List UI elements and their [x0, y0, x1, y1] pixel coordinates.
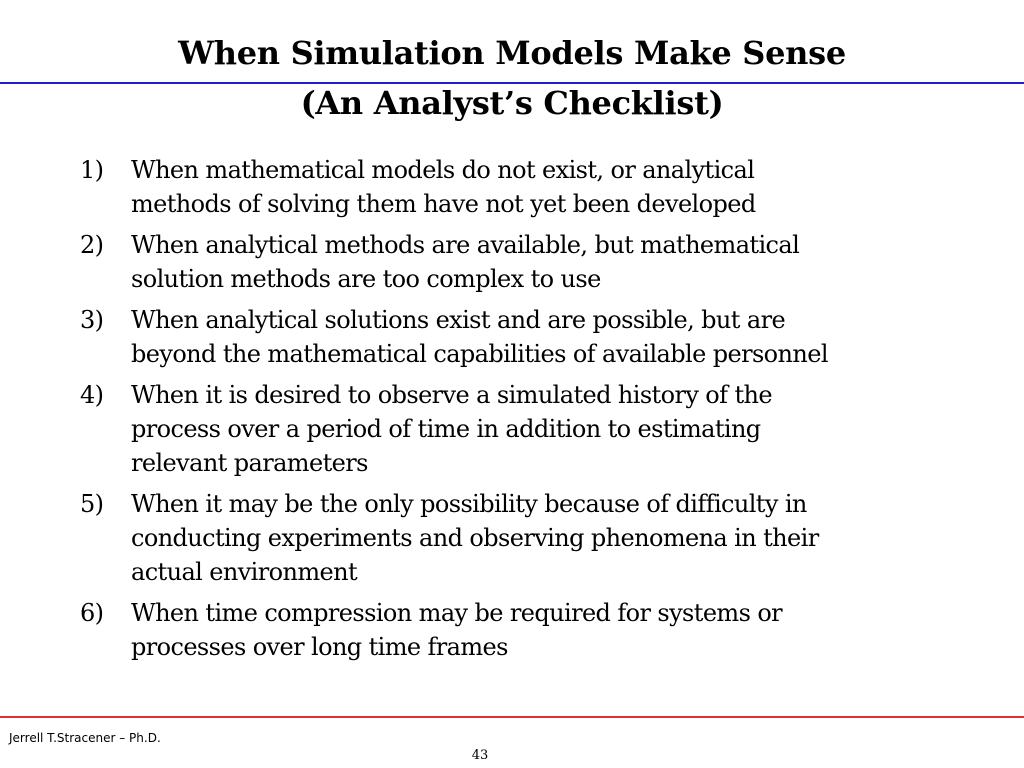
- footer-author: Jerrell T.Stracener – Ph.D.: [9, 731, 161, 745]
- item-text: process over a period of time in addition to estimating: [131, 415, 761, 443]
- item-number: 5): [80, 490, 104, 518]
- item-text: When mathematical models do not exist, or analytical: [131, 156, 755, 184]
- item-text: When analytical methods are available, but mathematical: [131, 231, 800, 259]
- item-text: beyond the mathematical capabilities of available personnel: [131, 340, 828, 368]
- slide-subtitle: (An Analyst’s Checklist): [300, 84, 724, 122]
- item-text: relevant parameters: [131, 449, 368, 477]
- item-text: When analytical solutions exist and are possible, but are: [131, 306, 786, 334]
- slide-title: When Simulation Models Make Sense: [178, 34, 846, 72]
- item-text: When time compression may be required for systems or: [131, 599, 783, 627]
- checklist-item: [80, 228, 960, 296]
- item-text: solution methods are too complex to use: [131, 265, 601, 293]
- checklist-item: [80, 303, 960, 371]
- item-text: methods of solving them have not yet been developed: [131, 190, 756, 218]
- item-number: 2): [80, 231, 104, 259]
- footer-divider-red: [0, 716, 1024, 718]
- item-number: 3): [80, 306, 104, 334]
- checklist-item: [80, 378, 960, 480]
- checklist-item: [80, 153, 960, 221]
- item-text: processes over long time frames: [131, 633, 508, 661]
- item-text: When it is desired to observe a simulated history of the: [131, 381, 772, 409]
- checklist: [80, 153, 960, 671]
- page-number: 43: [471, 748, 489, 763]
- checklist-item: [80, 596, 960, 664]
- item-number: 6): [80, 599, 104, 627]
- item-text: actual environment: [131, 558, 358, 586]
- item-number: 1): [80, 156, 104, 184]
- checklist-item: [80, 487, 960, 589]
- item-number: 4): [80, 381, 104, 409]
- item-text: conducting experiments and observing phenomena in their: [131, 524, 819, 552]
- item-text: When it may be the only possibility because of difficulty in: [131, 490, 807, 518]
